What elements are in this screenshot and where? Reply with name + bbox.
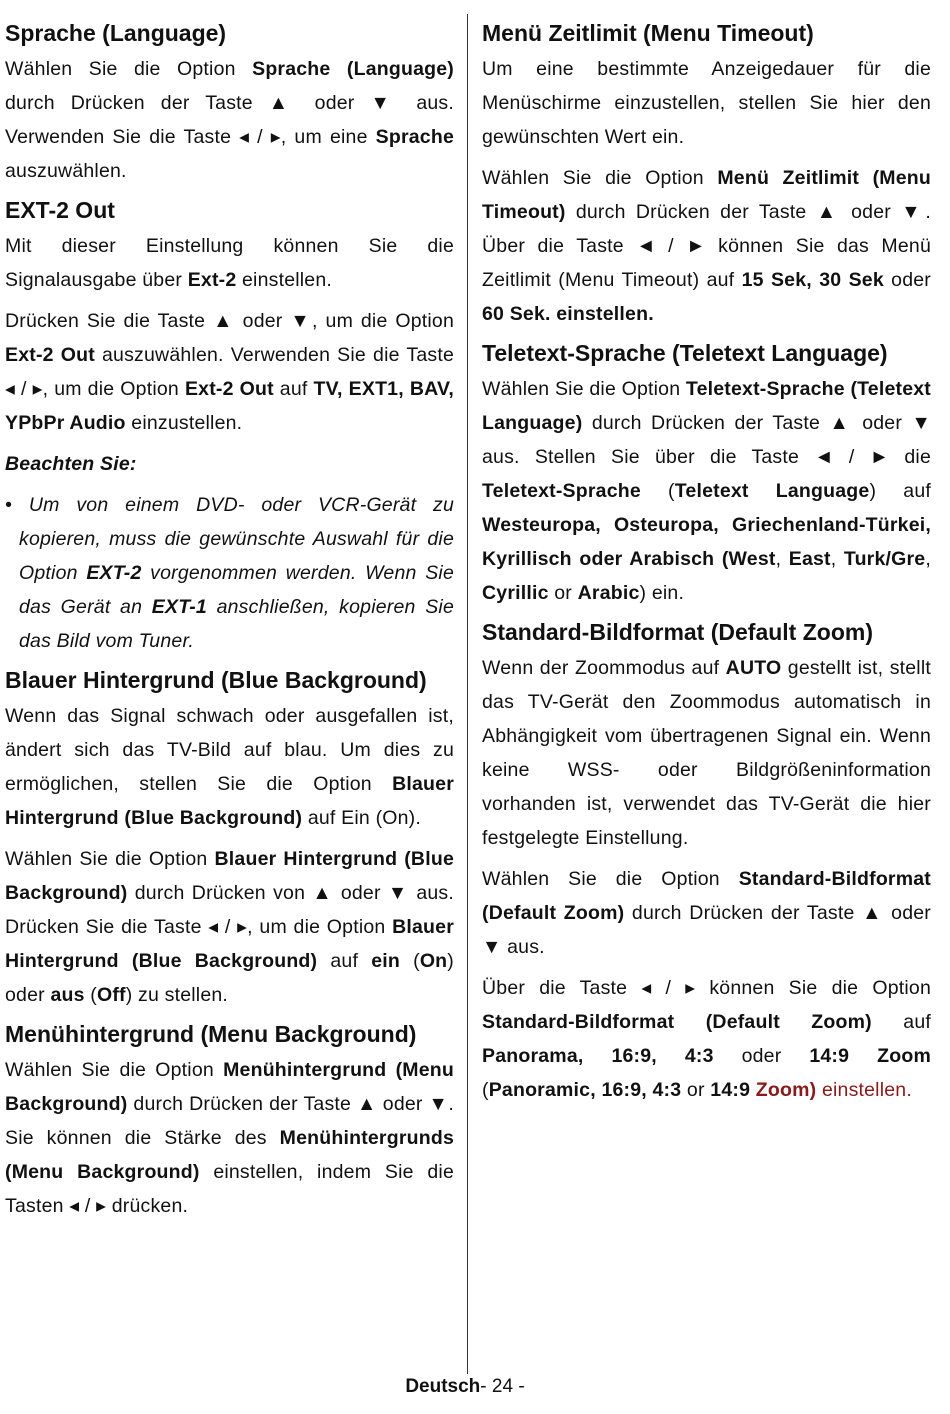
paragraph: Drücken Sie die Taste ▲ oder ▼, um die Option Ext-2 Out auszuwählen. Verwenden Sie die Taste ◂ / ▸, um die Option Ext-2 Out auf TV, EXT1, BAV, YPbPr Audio einzustellen. [5,310,454,434]
paragraph: Wählen Sie die Option Menühintergrund (Menu Background) durch Drücken der Taste ▲ oder ▼. Sie können die Stärke des Menühintergrunds (Menu Background) einstellen, indem Sie die Tasten ◂ / ▸ drücken. [5,1059,455,1217]
paragraph: Wählen Sie die Option Teletext-Sprache (Teletext Language) durch Drücken der Taste ▲ oder ▼ aus. Stellen Sie über die Taste ◄ / ► die Teletext-Sprache (Teletext Language) auf Westeuropa, Osteuropa, Griechenland-Türkei, Kyrillisch oder Arabisch (West, East, Turk/Gre, Cyrillic or Arabic) ein. [482,378,931,604]
note-bullet: • Um von einem DVD- oder VCR-Gerät zu kopieren, muss die gewünschte Auswahl für die Option EXT-2 vorgenommen werden. Wenn Sie das Gerät an EXT-1 anschließen, kopieren Sie das Bild vom Tuner. [5,494,454,652]
section-title-menu-background: Menühintergrund (Menu Background) [5,1021,417,1047]
section-title-blue-background: Blauer Hintergrund (Blue Background) [5,667,427,693]
paragraph: Wählen Sie die Option Standard-Bildformat (Default Zoom) durch Drücken der Taste ▲ oder ▼ aus. [482,868,931,958]
paragraph: Wählen Sie die Option Menü Zeitlimit (Menu Timeout) durch Drücken der Taste ▲ oder ▼. Über die Taste ◄ / ► können Sie das Menü Zeitlimit (Menu Timeout) auf 15 Sek, 30 Sek oder 60 Sek. einstellen. [482,167,931,325]
paragraph: Wenn der Zoommodus auf AUTO gestellt ist, stellt das TV-Gerät den Zoommodus automatisch in Abhängigkeit vom übertragenen Signal ein. Wenn keine WSS- oder Bildgrößeninformation vorhanden ist, verwendet das TV-Gerät die hier festgelegte Einstellung. [482,657,931,849]
paragraph: Mit dieser Einstellung können Sie die Signalausgabe über Ext-2 einstellen. [5,235,454,291]
section-title-language: Sprache (Language) [5,20,227,46]
paragraph: Wählen Sie die Option Blauer Hintergrund (Blue Background) durch Drücken von ▲ oder ▼ aus. Drücken Sie die Taste ◂ / ▸, um die Option Blauer Hintergrund (Blue Background) auf ein (On) oder aus (Off) zu stellen. [5,848,454,1006]
left-column [5,14,454,1230]
column-divider [467,14,468,1374]
section-title-default-zoom: Standard-Bildformat (Default Zoom) [482,619,873,645]
section-title-ext2-out: EXT-2 Out [5,197,115,223]
section-title-menu-timeout: Menü Zeitlimit (Menu Timeout) [482,20,814,46]
paragraph: Wenn das Signal schwach oder ausgefallen ist, ändert sich das TV-Bild auf blau. Um dies zu ermöglichen, stellen Sie die Option Blauer Hintergrund (Blue Background) auf Ein (On). [5,705,454,829]
footer-language: Deutsch [405,1376,481,1397]
paragraph: Über die Taste ◂ / ▸ können Sie die Option Standard-Bildformat (Default Zoom) auf Panorama, 16:9, 4:3 oder 14:9 Zoom (Panoramic, 16:9, 4:3 or 14:9 Zoom) einstellen. [482,977,931,1101]
paragraph: Um eine bestimmte Anzeigedauer für die Menüschirme einzustellen, stellen Sie hier den gewünschten Wert ein. [482,58,931,148]
page-number: - 24 - [480,1376,525,1397]
paragraph: Wählen Sie die Option Sprache (Language) durch Drücken der Taste ▲ oder ▼ aus. Verwenden Sie die Taste ◂ / ▸, um eine Sprache auszuwählen. [5,58,454,182]
page-footer [0,1376,930,1398]
section-title-teletext-language: Teletext-Sprache (Teletext Language) [482,340,888,366]
note-heading: Beachten Sie: [5,453,137,475]
right-column [482,14,931,1114]
